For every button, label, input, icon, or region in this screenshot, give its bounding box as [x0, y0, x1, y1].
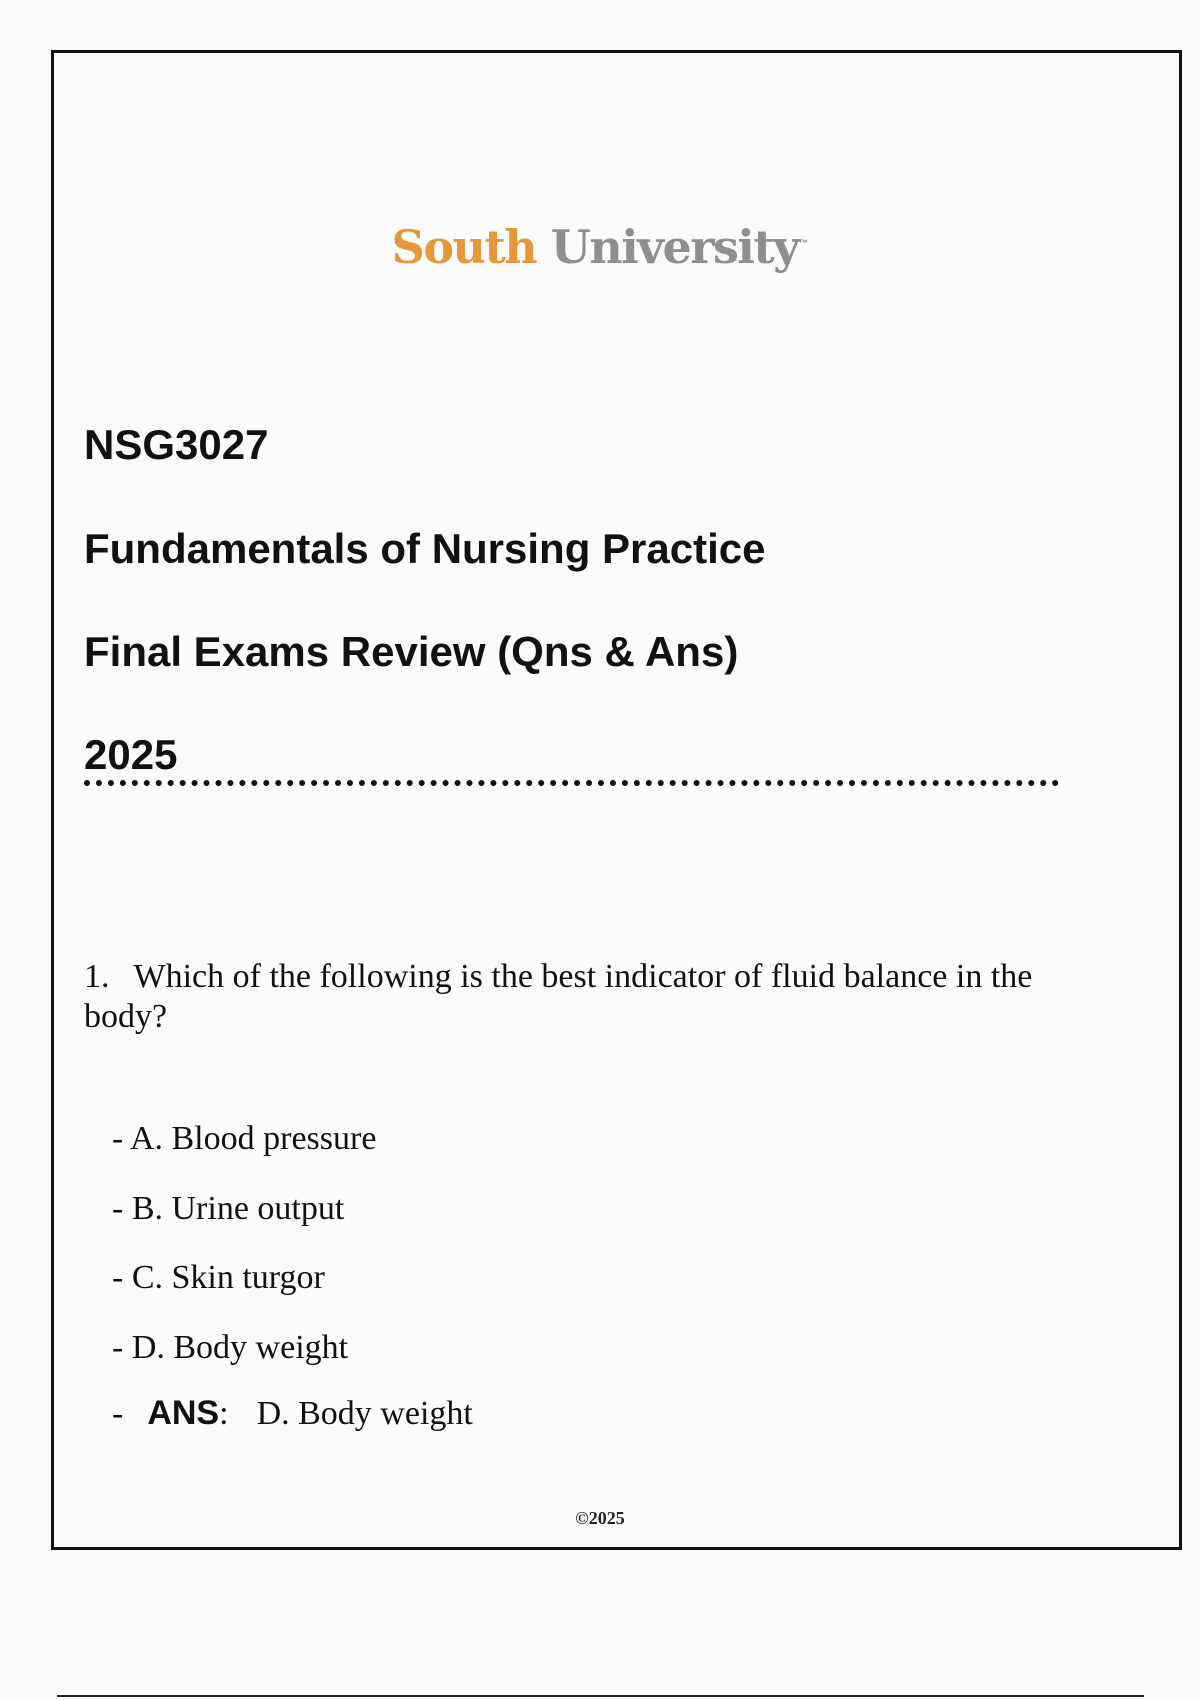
option-a: - A. Blood pressure — [112, 1120, 377, 1157]
document-subtitle: Final Exams Review (Qns & Ans) — [84, 628, 739, 675]
question-text: Which of the following is the best indicator of fluid balance in the body? — [84, 958, 1033, 1035]
answer-line — [112, 1393, 473, 1434]
course-code: NSG3027 — [84, 421, 269, 468]
dotted-divider — [84, 780, 1059, 786]
option-b: - B. Urine output — [112, 1190, 345, 1227]
logo-trademark: ™ — [798, 238, 809, 250]
question-number: 1. — [84, 958, 110, 995]
document-year: 2025 — [84, 731, 178, 778]
page-frame — [51, 50, 1182, 1550]
south-university-logo — [0, 220, 1200, 274]
answer-label: ANS — [147, 1394, 220, 1432]
answer-colon: : — [219, 1395, 229, 1432]
answer-prefix: - — [112, 1395, 124, 1432]
answer-value: D. Body weight — [256, 1395, 473, 1432]
question-1 — [84, 957, 1064, 1037]
bottom-rule — [57, 1695, 1144, 1697]
course-title: Fundamentals of Nursing Practice — [84, 525, 766, 572]
option-c: - C. Skin turgor — [112, 1259, 325, 1296]
logo-south-text: South — [391, 220, 537, 274]
logo-university-text: University — [550, 220, 799, 274]
option-d: - D. Body weight — [112, 1329, 349, 1366]
copyright-footer: ©2025 — [575, 1508, 625, 1528]
